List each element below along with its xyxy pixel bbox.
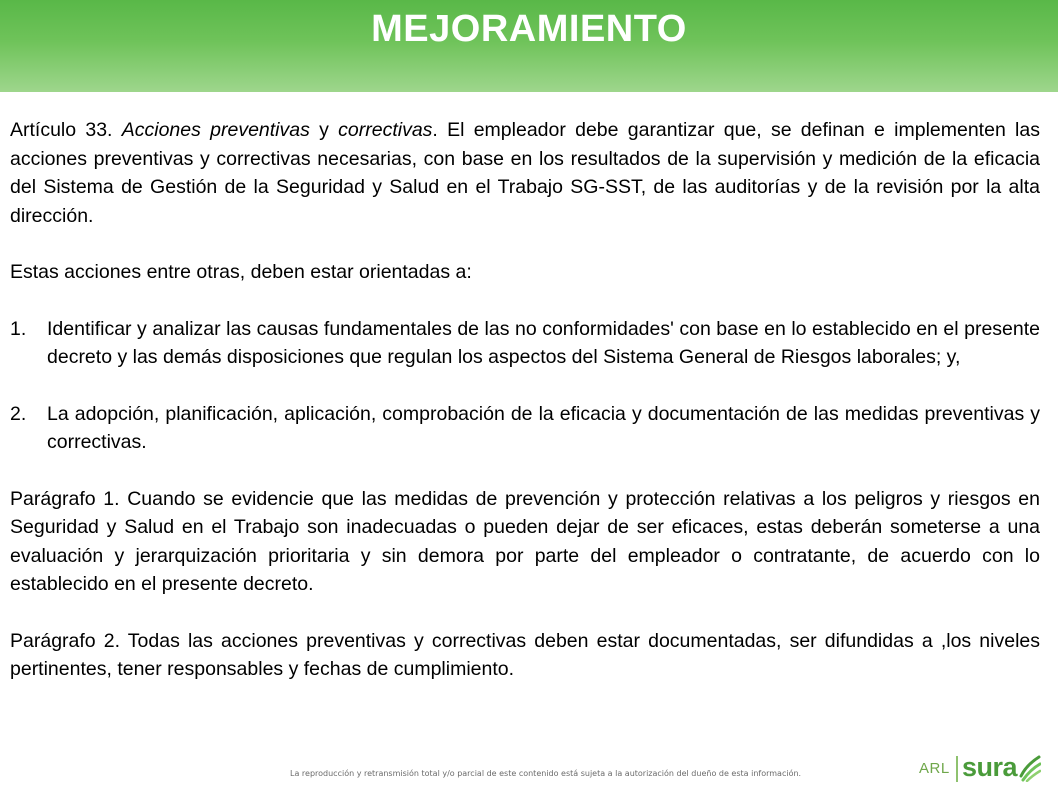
spacer [10,372,1040,400]
arl-sura-logo [919,750,1039,786]
content-body [10,116,1040,684]
intro-text: Estas acciones entre otras, deben estar orientadas a: [10,261,472,283]
page-title: MEJORAMIENTO [371,8,687,50]
article-title-part-1: Acciones preventivas [121,119,310,141]
article-paragraph [10,116,1040,230]
spacer [10,457,1040,485]
article-lead: Artículo 33. [10,119,122,141]
list-number: 2. [10,402,27,425]
list-number: 1. [10,317,27,340]
copyright-notice: La reproducción y retransmisión total y/o parcial de este contenido está sujeta a la autorización del dueño de esta información. [290,769,802,778]
spacer [10,230,1040,258]
list-item [10,315,1040,372]
header-band [0,0,1058,92]
list-item [10,400,1040,457]
logo-sura-text: sura [962,752,1018,782]
logo-arl-text: ARL [919,760,950,777]
article-title-conjunction: y [309,119,339,141]
logo-divider [956,756,958,782]
list-item-text: La adopción, planificación, aplicación, comprobación de la eficacia y documentación de las medidas preventivas y correctivas. [47,402,1040,453]
article-title-part-2: correctivas [338,119,433,141]
paragraph-2: Parágrafo 2. Todas las acciones preventivas y correctivas deben estar documentadas, ser difundidas a ,los niveles pertinentes, tener responsables y fechas de cumplimiento. [10,629,1040,680]
sura-leaf-icon [1019,754,1041,782]
spacer [10,599,1040,627]
spacer [10,287,1040,315]
article-body: . El empleador debe garantizar que, se definan e implementen las acciones preventivas y correctivas necesarias, con base en los resultados de la supervisión y medición de la eficacia del Sistema de Gestión de la Seguridad y Salud en el Trabajo SG-SST, de las auditorías y de la revisión por la alta dirección. [10,119,1040,227]
list-item-text: Identificar y analizar las causas fundamentales de las no conformidades' con base en lo establecido en el presente decreto y las demás disposiciones que regulan los aspectos del Sistema General de Riesgos laborales; y, [47,317,1040,368]
paragraph-1: Parágrafo 1. Cuando se evidencie que las medidas de prevención y protección relativas a los peligros y riesgos en Seguridad y Salud en el Trabajo son inadecuadas o pueden dejar de ser eficaces, estas deberán someterse a una evaluación y jerarquización prioritaria y sin demora por parte del empleador o contratante, de acuerdo con lo establecido en el presente decreto. [10,487,1040,595]
